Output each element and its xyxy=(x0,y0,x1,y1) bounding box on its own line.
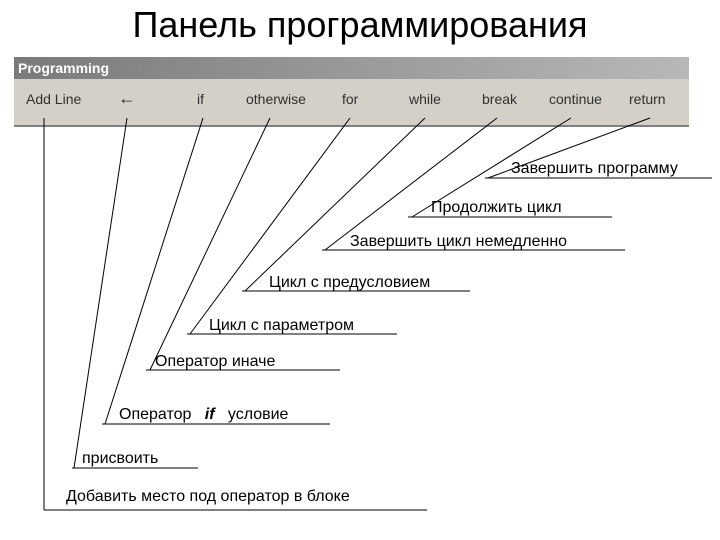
label-while: Цикл с предусловием xyxy=(269,274,431,291)
slide-title: Панель программирования xyxy=(132,4,588,45)
label-if-suffix: условие xyxy=(227,406,289,423)
label-otherwise: Оператор иначе xyxy=(155,353,276,370)
break-button[interactable]: break xyxy=(482,91,518,107)
label-return: Завершить программу xyxy=(511,160,678,177)
return-button[interactable]: return xyxy=(629,91,666,107)
otherwise-button[interactable]: otherwise xyxy=(246,91,306,107)
add-line-button[interactable]: Add Line xyxy=(26,91,82,107)
label-continue: Продолжить цикл xyxy=(431,199,562,216)
leader-break xyxy=(325,118,497,250)
if-button[interactable]: if xyxy=(197,91,204,107)
while-button[interactable]: while xyxy=(409,91,441,107)
label-if-prefix: Оператор xyxy=(119,406,192,423)
label-add-line: Добавить место под оператор в блоке xyxy=(66,488,350,505)
label-break: Завершить цикл немедленно xyxy=(350,233,568,250)
leader-for xyxy=(190,118,350,334)
label-for: Цикл с параметром xyxy=(209,317,355,334)
label-if-keyword: if xyxy=(204,406,215,423)
label-if xyxy=(119,406,288,424)
for-button[interactable]: for xyxy=(342,91,359,107)
leader-while xyxy=(245,118,425,291)
toolbar-title: Programming xyxy=(18,60,110,76)
assign-arrow-button[interactable]: ← xyxy=(118,88,136,108)
label-assign: присвоить xyxy=(82,450,159,467)
continue-button[interactable]: continue xyxy=(549,91,602,107)
